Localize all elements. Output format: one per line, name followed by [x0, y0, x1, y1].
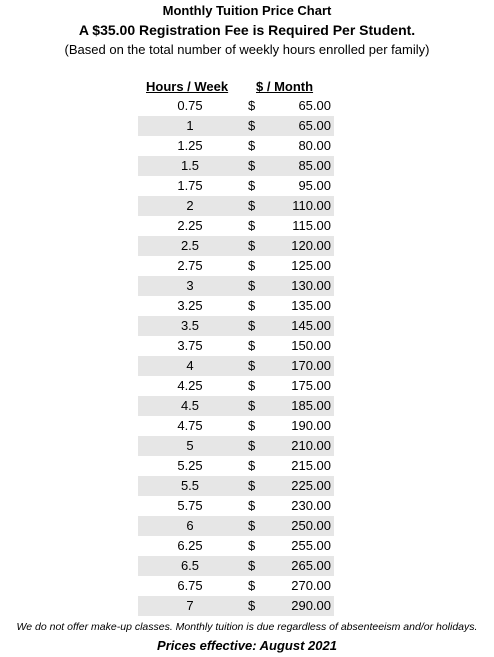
registration-fee-note: A $35.00 Registration Fee is Required Per Student. [78, 22, 416, 38]
hours-cell: 2 [186, 198, 194, 213]
price-cell: 65.00 [298, 118, 331, 133]
hours-cell: 3 [186, 278, 194, 293]
table-row [138, 216, 334, 236]
currency-symbol: $ [248, 578, 256, 593]
table-row [138, 236, 334, 256]
hours-cell: 2.25 [177, 218, 203, 233]
table-row [138, 436, 334, 456]
currency-symbol: $ [248, 498, 256, 513]
hours-cell: 6.25 [177, 538, 203, 553]
currency-symbol: $ [248, 178, 256, 193]
price-cell: 110.00 [292, 198, 331, 213]
hours-cell: 4.25 [177, 378, 203, 393]
currency-symbol: $ [248, 558, 256, 573]
basis-note: (Based on the total number of weekly hours enrolled per family) [64, 42, 430, 57]
currency-symbol: $ [248, 398, 256, 413]
currency-symbol: $ [248, 458, 256, 473]
currency-symbol: $ [248, 258, 256, 273]
currency-symbol: $ [248, 138, 256, 153]
currency-symbol: $ [248, 158, 256, 173]
currency-symbol: $ [248, 418, 256, 433]
currency-symbol: $ [248, 98, 256, 113]
hours-cell: 6 [186, 518, 194, 533]
currency-symbol: $ [248, 278, 256, 293]
hours-cell: 4 [186, 358, 194, 373]
price-cell: 115.00 [292, 218, 331, 233]
table-row [138, 156, 334, 176]
hours-cell: 1 [186, 118, 194, 133]
table-row [138, 456, 334, 476]
price-cell: 95.00 [298, 178, 331, 193]
hours-cell: 5.75 [177, 498, 203, 513]
price-cell: 85.00 [298, 158, 331, 173]
currency-symbol: $ [248, 518, 256, 533]
table-row [138, 336, 334, 356]
hours-cell: 1.75 [177, 178, 203, 193]
currency-symbol: $ [248, 438, 256, 453]
hours-cell: 7 [186, 598, 194, 613]
table-row [138, 276, 334, 296]
hours-cell: 2.75 [177, 258, 203, 273]
currency-symbol: $ [248, 538, 256, 553]
page-title: Monthly Tuition Price Chart [162, 3, 332, 18]
hours-cell: 6.75 [177, 578, 203, 593]
price-cell: 270.00 [291, 578, 331, 593]
currency-symbol: $ [248, 318, 256, 333]
price-cell: 80.00 [298, 138, 331, 153]
table-row [138, 136, 334, 156]
hours-cell: 0.75 [177, 98, 203, 113]
table-row [138, 516, 334, 536]
effective-date: Prices effective: August 2021 [157, 638, 337, 653]
hours-cell: 2.5 [180, 238, 200, 253]
price-cell: 250.00 [291, 518, 331, 533]
price-cell: 125.00 [291, 258, 331, 273]
table-row [138, 496, 334, 516]
table-row [138, 196, 334, 216]
table-row [138, 396, 334, 416]
table-row [138, 356, 334, 376]
currency-symbol: $ [248, 338, 256, 353]
price-cell: 190.00 [291, 418, 331, 433]
currency-symbol: $ [248, 198, 256, 213]
price-cell: 175.00 [291, 378, 331, 393]
price-cell: 215.00 [291, 458, 331, 473]
hours-cell: 1.25 [177, 138, 203, 153]
table-row [138, 96, 334, 116]
currency-symbol: $ [248, 118, 256, 133]
table-row [138, 416, 334, 436]
price-cell: 150.00 [291, 338, 331, 353]
makeup-policy-note: We do not offer make-up classes. Monthly tuition is due regardless of absenteeism and/or holidays. [16, 621, 478, 633]
table-row [138, 556, 334, 576]
currency-symbol: $ [248, 598, 256, 613]
table-row [138, 296, 334, 316]
price-cell: 170.00 [291, 358, 331, 373]
price-cell: 290.00 [291, 598, 331, 613]
price-cell: 255.00 [291, 538, 331, 553]
currency-symbol: $ [248, 358, 256, 373]
price-cell: 230.00 [291, 498, 331, 513]
price-cell: 130.00 [291, 278, 331, 293]
price-cell: 135.00 [291, 298, 331, 313]
price-column-header: $ / Month [256, 79, 314, 94]
table-row [138, 476, 334, 496]
hours-cell: 3.5 [180, 318, 200, 333]
currency-symbol: $ [248, 298, 256, 313]
table-row [138, 576, 334, 596]
hours-cell: 5.5 [180, 478, 200, 493]
hours-column-header: Hours / Week [146, 79, 229, 94]
currency-symbol: $ [248, 478, 256, 493]
price-table [138, 96, 334, 616]
hours-cell: 3.75 [177, 338, 203, 353]
hours-cell: 4.75 [177, 418, 203, 433]
table-row [138, 256, 334, 276]
hours-cell: 5 [186, 438, 194, 453]
table-row [138, 596, 334, 616]
hours-cell: 4.5 [180, 398, 200, 413]
table-row [138, 116, 334, 136]
currency-symbol: $ [248, 378, 256, 393]
price-cell: 65.00 [298, 98, 331, 113]
price-cell: 120.00 [291, 238, 331, 253]
currency-symbol: $ [248, 238, 256, 253]
table-row [138, 316, 334, 336]
price-cell: 265.00 [291, 558, 331, 573]
hours-cell: 3.25 [177, 298, 203, 313]
table-row [138, 176, 334, 196]
table-row [138, 536, 334, 556]
hours-cell: 1.5 [180, 158, 200, 173]
table-row [138, 376, 334, 396]
price-cell: 210.00 [291, 438, 331, 453]
price-cell: 225.00 [291, 478, 331, 493]
price-cell: 185.00 [291, 398, 331, 413]
price-cell: 145.00 [291, 318, 331, 333]
currency-symbol: $ [248, 218, 256, 233]
hours-cell: 6.5 [180, 558, 200, 573]
hours-cell: 5.25 [177, 458, 203, 473]
